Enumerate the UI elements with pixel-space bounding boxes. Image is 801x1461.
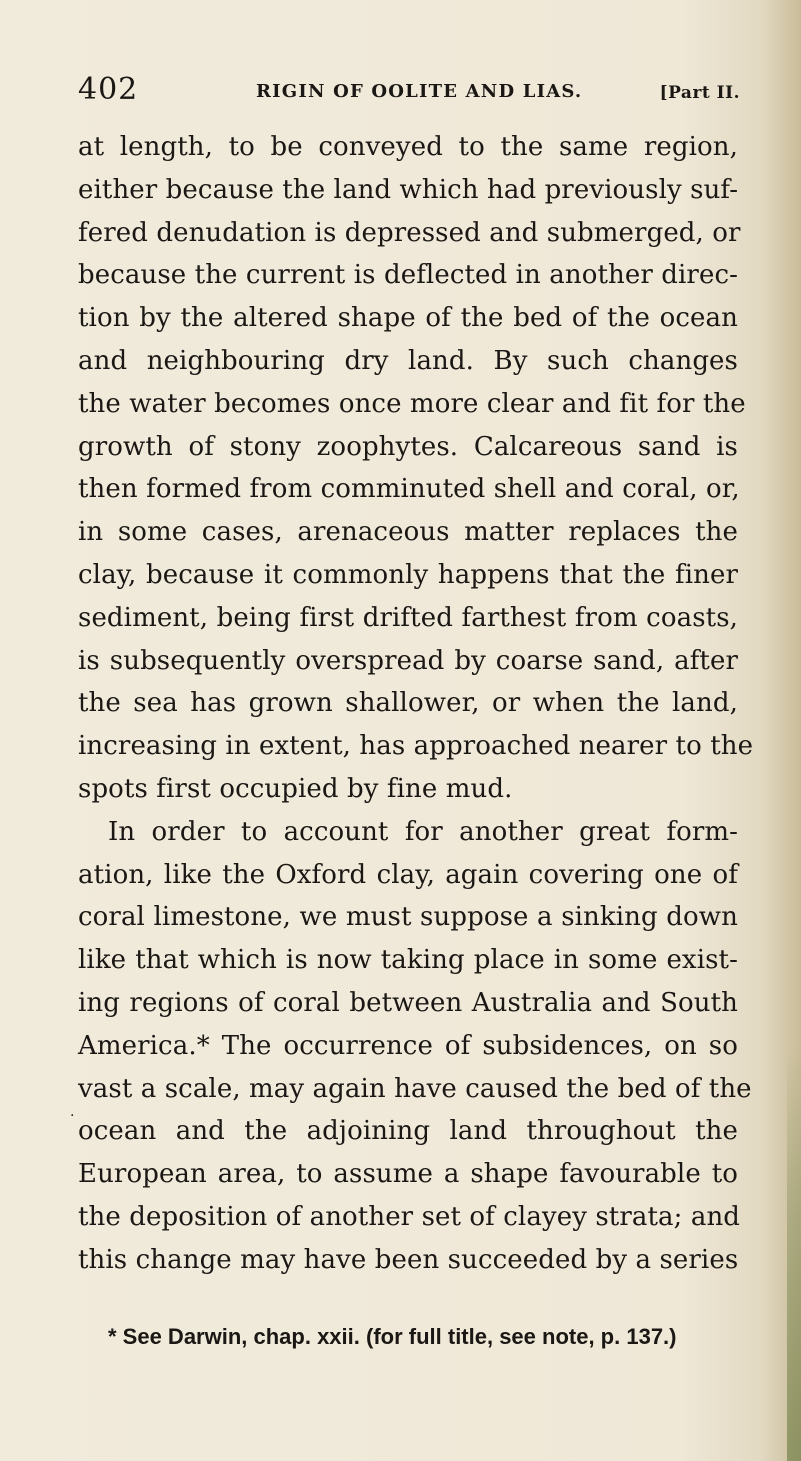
text-line: increasing in extent, has approached nearer to the xyxy=(78,731,754,762)
text-line: and neighbouring dry land. By such changes xyxy=(78,345,738,376)
text-line: then formed from comminuted shell and coral, or, xyxy=(78,474,740,505)
part-label: [Part II. xyxy=(659,83,740,103)
text-line: in some cases, arenaceous matter replaces the xyxy=(78,517,738,548)
text-line: at length, to be conveyed to the same region, xyxy=(78,132,738,162)
text-line: the deposition of another set of clayey strata; and xyxy=(78,1201,741,1232)
text-line: is subsequently overspread by coarse sand, after xyxy=(78,645,738,676)
text-line: either because the land which had previously suf- xyxy=(78,174,739,205)
page-header xyxy=(78,72,740,112)
text-line: America.* The occurrence of subsidences, on so xyxy=(78,1030,738,1061)
text-line: because the current is deflected in another direc- xyxy=(78,260,738,291)
text-line: the water becomes once more clear and fit for the xyxy=(78,388,746,419)
text-line: ing regions of coral between Australia and South xyxy=(78,987,738,1018)
text-line: ation, like the Oxford clay, again covering one of xyxy=(78,859,738,890)
text-line: growth of stony zoophytes. Calcareous sand is xyxy=(78,431,738,462)
footnote: * See Darwin, chap. xxii. (for full title, see note, p. 137.) xyxy=(108,1324,677,1349)
text-line: like that which is now taking place in some exist- xyxy=(78,945,738,976)
body-text xyxy=(78,126,754,1282)
page-edge-stain xyxy=(787,1050,801,1461)
text-line: the sea has grown shallower, or when the land, xyxy=(78,688,738,719)
text-line: sediment, being first drifted farthest from coasts, xyxy=(78,602,738,633)
text-line: spots first occupied by fine mud. xyxy=(78,773,513,804)
running-title: RIGIN OF OOLITE AND LIAS. xyxy=(256,81,583,102)
text-line: European area, to assume a shape favourable to xyxy=(78,1159,738,1190)
text-line: fered denudation is depressed and submerged, or xyxy=(78,217,741,248)
text-line: In order to account for another great form- xyxy=(108,816,738,847)
text-line: coral limestone, we must suppose a sinking down xyxy=(78,902,738,933)
text-line: clay, because it commonly happens that the finer xyxy=(78,559,738,590)
text-line: vast a scale, may again have caused the bed of the xyxy=(78,1073,752,1104)
stray-mark: . xyxy=(70,1104,75,1120)
text-line: ocean and the adjoining land throughout the xyxy=(78,1116,738,1147)
text-line: tion by the altered shape of the bed of the ocean xyxy=(78,303,738,334)
text-line: this change may have been succeeded by a series xyxy=(78,1244,739,1275)
page-number: 402 xyxy=(78,72,139,107)
